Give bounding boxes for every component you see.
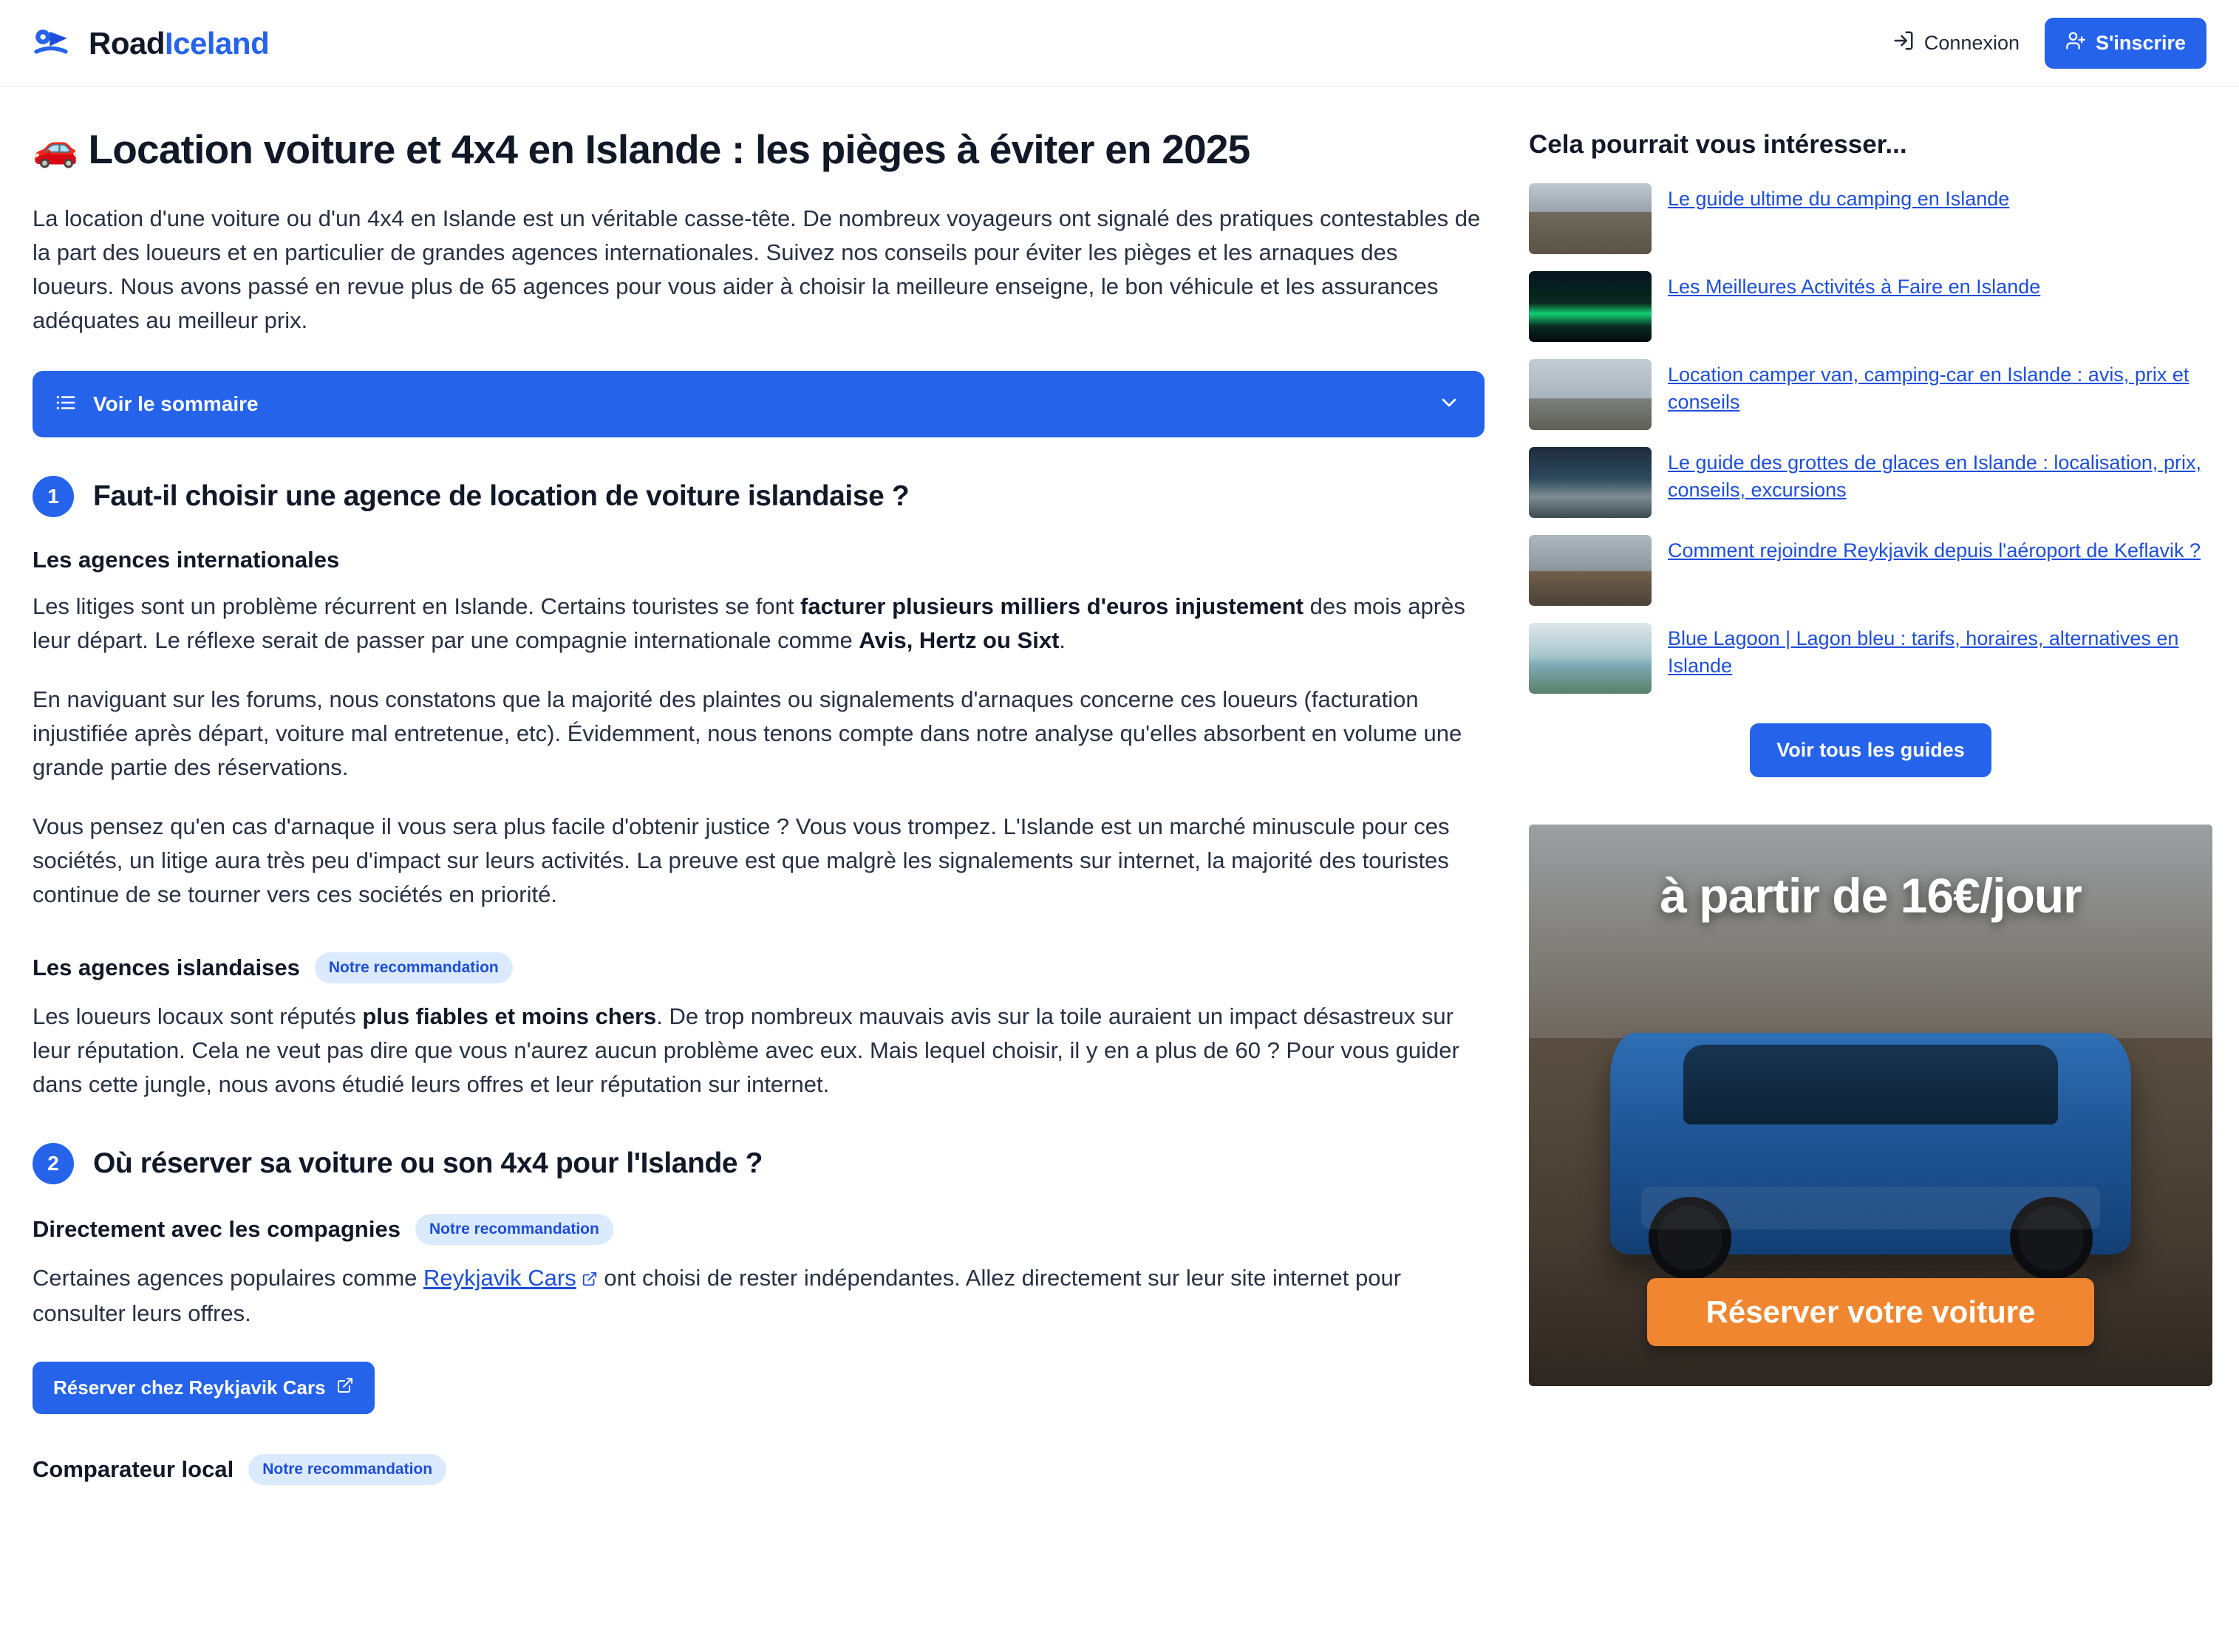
external-link-icon — [582, 1263, 598, 1297]
text-fragment: Les loueurs locaux sont réputés — [33, 1003, 363, 1030]
promo-sky — [1529, 825, 2212, 1060]
list-icon — [55, 392, 77, 417]
section-title-1: Faut-il choisir une agence de location de voiture islandaise ? — [93, 480, 910, 513]
thumbnail-image — [1529, 447, 1652, 518]
paragraph-international-3: Vous pensez qu'en cas d'arnaque il vous sera plus facile d'obtenir justice ? Vous vous trompez. L'Islande est un marché minuscule pour ces sociétés, un litige aura très peu d'impact sur leurs activités. La preuve est que malgrè les signalements sur internet, la majorité des touristes continue de se tourner vers ces sociétés en priorité. — [33, 813, 1450, 907]
brand-name — [89, 26, 269, 61]
section-number-1: 1 — [33, 476, 74, 517]
text-emphasis: plus fiables et moins chers — [362, 1003, 657, 1030]
view-all-guides-button[interactable]: Voir tous les guides — [1750, 723, 1991, 777]
subsection-heading-icelandic — [33, 952, 1485, 983]
all-guides-wrapper — [1529, 723, 2212, 777]
page-title-text: Location voiture et 4x4 en Islande : les pièges à éviter en 2025 — [88, 126, 1250, 172]
thumbnail-image — [1529, 535, 1652, 606]
reykjavik-cars-link[interactable] — [423, 1265, 576, 1291]
list-item[interactable] — [1529, 447, 2212, 518]
header-actions — [1892, 18, 2206, 69]
text-emphasis: facturer plusieurs milliers d'euros injustement — [800, 593, 1304, 620]
road-iceland-logo-icon — [27, 19, 75, 68]
promo-headline: à partir de 16€/jour — [1660, 868, 2082, 923]
subsection-title: Les agences internationales — [33, 547, 340, 573]
toc-left — [55, 392, 259, 417]
brand-logo[interactable] — [27, 19, 269, 68]
related-article-link[interactable]: Les Meilleures Activités à Faire en Islande — [1668, 276, 2041, 298]
book-reykjavik-cars-button[interactable] — [33, 1362, 375, 1414]
subsection-title: Comparateur local — [33, 1455, 234, 1482]
external-link-icon — [336, 1376, 354, 1399]
text-fragment: ont choisi de rester indépendantes. Allez directement sur leur site internet pour consulter leurs offres. — [33, 1265, 1402, 1326]
paragraph-icelandic-1 — [33, 1000, 1485, 1102]
subsection-title: Les agences islandaises — [33, 955, 300, 981]
recommendation-badge: Notre recommandation — [248, 1454, 446, 1485]
related-article-link[interactable]: Location camper van, camping-car en Islande : avis, prix et conseils — [1668, 363, 2189, 414]
text-fragment: Les litiges sont un problème récurrent en Islande. Certains touristes se font — [33, 593, 801, 620]
thumbnail-image — [1529, 183, 1652, 254]
thumbnail-image — [1529, 271, 1652, 342]
sidebar — [1529, 126, 2212, 1386]
related-articles-list — [1529, 183, 2212, 694]
wheel-right-icon — [2010, 1197, 2093, 1280]
cta-label: Réserver chez Reykjavik Cars — [53, 1376, 326, 1399]
section-heading-2 — [33, 1143, 1485, 1184]
article-lede: La location d'une voiture ou d'un 4x4 en Islande est un véritable casse-tête. De nombreux voyageurs ont signalé des pratiques contestables de la part des loueurs et en particulier de grandes agences internationales. Suivez nos conseils pour éviter les pièges et les arnaques des loueurs. Nous avons passé en revue plus de 65 agences pour vous aider à choisir la meilleure enseigne, le bon véhicule et les assurances adéquates au meilleur prix. — [33, 205, 1481, 333]
promo-banner[interactable] — [1529, 825, 2212, 1386]
section-heading-1 — [33, 476, 1485, 517]
site-header — [0, 0, 2239, 87]
text-emphasis: Avis, Hertz ou Sixt — [859, 627, 1060, 654]
signup-button[interactable] — [2045, 18, 2206, 69]
promo-cta-button[interactable]: Réserver votre voiture — [1647, 1278, 2094, 1346]
promo-car-image — [1610, 1033, 2131, 1255]
list-item[interactable] — [1529, 271, 2212, 342]
wheel-left-icon — [1649, 1197, 1731, 1280]
list-item[interactable] — [1529, 535, 2212, 606]
page-title — [33, 126, 1485, 174]
article-column — [33, 126, 1485, 1501]
login-icon — [1892, 30, 1915, 57]
subsection-heading-international — [33, 547, 1485, 573]
thumbnail-image — [1529, 623, 1652, 694]
login-label: Connexion — [1923, 32, 2020, 54]
signup-label: S'inscrire — [2096, 32, 2186, 54]
text-fragment: . De trop nombreux mauvais avis sur la toile auraient un impact désastreux sur leur réputation. Cela ne veut pas dire que vous n'aurez aucun problème avec eux. Mais lequel choisir, il y en a plus de 60 ? Pour vous guider dans cette jungle, nous avons étudié leurs offres et leur réputation sur internet. — [33, 1003, 1459, 1098]
text-fragment: des mois après leur départ. Le réflexe serait de passer par une compagnie internationale comme — [33, 593, 1465, 654]
list-item[interactable] — [1529, 623, 2212, 694]
related-article-link[interactable]: Blue Lagoon | Lagon bleu : tarifs, horaires, alternatives en Islande — [1668, 627, 2179, 677]
chevron-down-icon[interactable] — [1437, 391, 1461, 418]
section-number-2: 2 — [33, 1143, 74, 1184]
text-fragment: . — [1059, 627, 1066, 654]
thumbnail-image — [1529, 359, 1652, 430]
toc-label: Voir le sommaire — [93, 392, 259, 416]
page-layout — [0, 87, 2239, 1501]
sidebar-title: Cela pourrait vous intéresser... — [1529, 130, 1907, 159]
link-label: Reykjavik Cars — [423, 1265, 576, 1291]
paragraph-international-2: En naviguant sur les forums, nous constatons que la majorité des plaintes ou signalements d'arnaques concerne ces loueurs (facturation injustifiée après départ, voiture mal entretenue, etc). Évidemment, nous tenons compte dans notre analyse qu'elles absorbent en volume une grande partie des réservations. — [33, 686, 1462, 780]
login-link[interactable] — [1892, 30, 2020, 57]
section-title-2: Où réserver sa voiture ou son 4x4 pour l'Islande ? — [93, 1147, 763, 1180]
recommendation-badge: Notre recommandation — [415, 1214, 613, 1245]
related-article-link[interactable]: Comment rejoindre Reykjavik depuis l'aéroport de Keflavik ? — [1668, 539, 2201, 562]
user-plus-icon — [2065, 30, 2086, 56]
text-fragment: Certaines agences populaires comme — [33, 1265, 423, 1291]
recommendation-badge: Notre recommandation — [315, 952, 513, 983]
subsection-heading-comparator — [33, 1454, 1485, 1485]
subsection-title: Directement avec les compagnies — [33, 1216, 401, 1243]
related-article-link[interactable]: Le guide ultime du camping en Islande — [1668, 188, 2010, 210]
brand-name-road: Road — [89, 25, 165, 61]
paragraph-international-1 — [33, 590, 1485, 658]
list-item[interactable] — [1529, 359, 2212, 430]
list-item[interactable] — [1529, 183, 2212, 254]
table-of-contents-toggle[interactable] — [33, 371, 1485, 437]
car-emoji-icon: 🚗 — [33, 127, 78, 168]
related-article-link[interactable]: Le guide des grottes de glaces en Islande : localisation, prix, conseils, excursions — [1668, 451, 2201, 502]
subsection-heading-direct — [33, 1214, 1485, 1245]
paragraph-direct-1 — [33, 1261, 1485, 1331]
brand-name-iceland: Iceland — [165, 25, 270, 61]
